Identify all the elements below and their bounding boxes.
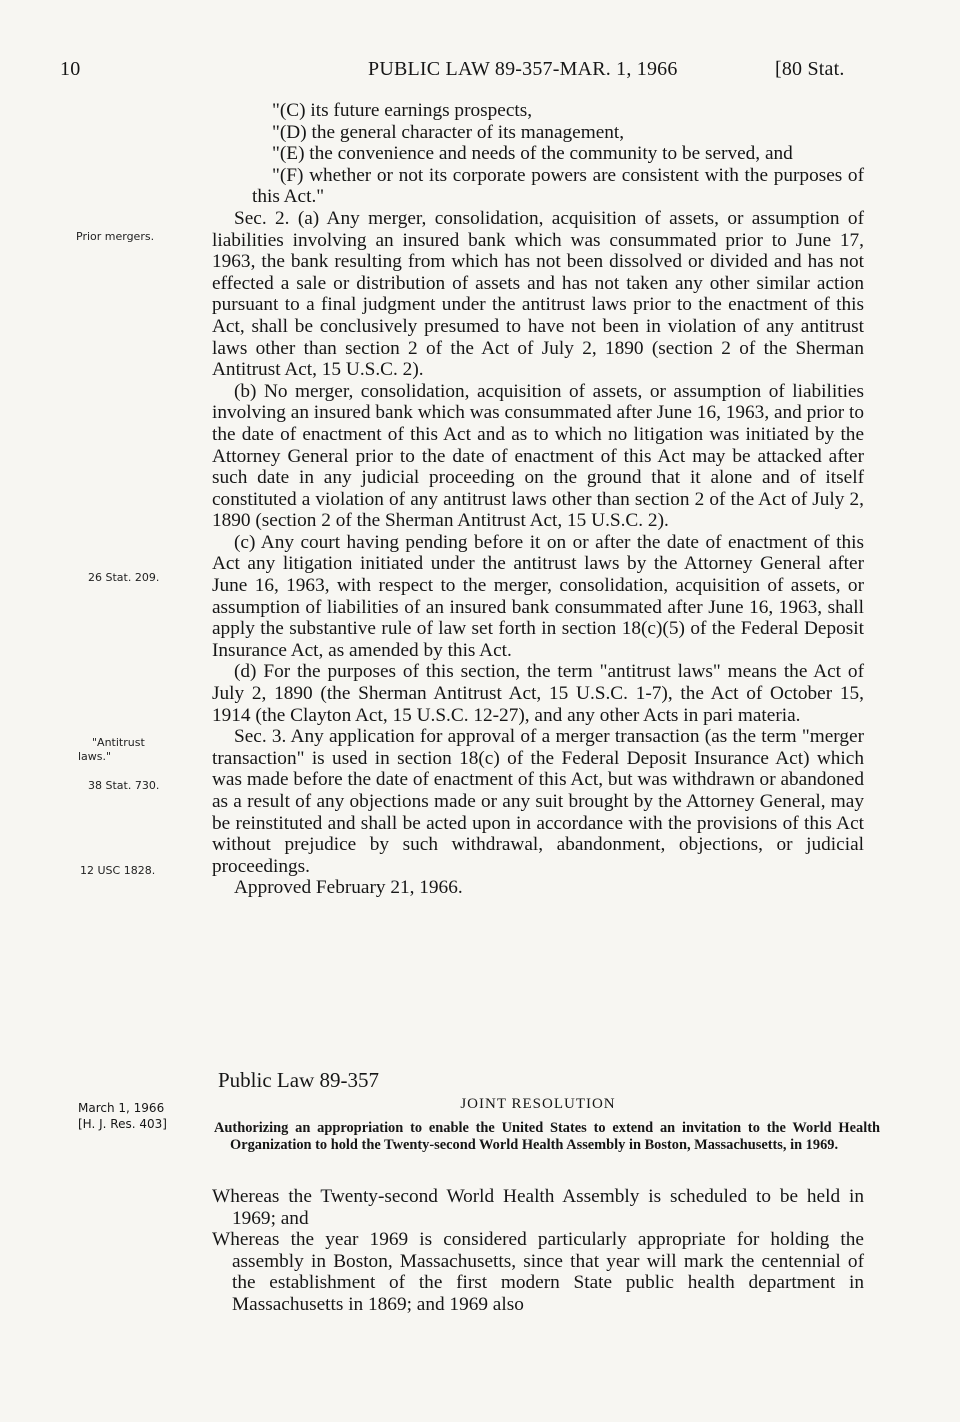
margin-note-38-stat: 38 Stat. 730. (88, 779, 160, 792)
section-2a: Sec. 2. (a) Any merger, consolidation, acquisition of assets, or assumption of liabilities involving an insured bank which was consummated prior to June 17, 1963, the bank resulting from which has not been dissolved or divided and has not effected a sale or distribution of assets and has not taken any other similar action pursuant to a final judgment under the antitrust laws prior to the enactment of this Act, shall be conclusively presumed to have not been in violation of any antitrust laws other than section 2 of the Act of July 2, 1890 (section 2 of the Sherman Antitrust Act, 15 U.S.C. 2). (212, 207, 864, 381)
margin-note-date: March 1, 1966 (78, 1101, 165, 1115)
section-3: Sec. 3. Any application for approval of a merger transaction (as the term "merger transaction" is used in section 18(c) of the Federal Deposit Insurance Act) which was made before the date of enactment of this Act, but was withdrawn or abandoned as a result of any objections made or any suit brought by the Attorney General, may be reinstituted and shall be acted upon in accordance with the provisions of this Act without prejudice by such withdrawal, abandonment, objections, or judicial proceedings. (212, 726, 864, 877)
page-number: 10 (60, 58, 81, 80)
public-law-title: Public Law 89-357 (218, 1068, 379, 1092)
whereas-clauses (212, 1186, 864, 1316)
clause-c: "(C) its future earnings prospects, (272, 100, 533, 121)
running-header-title: PUBLIC LAW 89-357-MAR. 1, 1966 (368, 58, 678, 80)
whereas-2: Whereas the year 1969 is considered particularly appropriate for holding the assembly in Boston, Massachusetts, since that year will mark the centennial of the establishment of the first modern State public health department in Massachusetts in 1869; and 1969 also (212, 1229, 864, 1315)
section-2d: (d) For the purposes of this section, the term "antitrust laws" means the Act of July 2, 1890 (the Sherman Antitrust Act, 15 U.S.C. 1-7), the Act of October 15, 1914 (the Clayton Act, 15 U.S.C. 12-27), and any other Acts in pari materia. (212, 661, 864, 726)
clause-f: "(F) whether or not its corporate powers are consistent with the purposes of this Act." (252, 164, 864, 208)
statute-volume: [80 Stat. (775, 58, 845, 80)
approval-date: Approved February 21, 1966. (234, 877, 463, 899)
clause-d: "(D) the general character of its management, (272, 121, 625, 143)
resolution-summary: Authorizing an appropriation to enable the United States to extend an invitation to the World Health Organization to hold the Twenty-second World Health Assembly in Boston, Massachusetts, in 1969. (214, 1120, 880, 1153)
body-text-block (212, 100, 864, 899)
clause-e: "(E) the convenience and needs of the community to be served, and (272, 143, 793, 165)
margin-note-prior-mergers: Prior mergers. (76, 230, 155, 243)
margin-note-26-stat: 26 Stat. 209. (88, 571, 160, 584)
margin-note-antitrust-2: laws." (78, 750, 112, 763)
section-2c: (c) Any court having pending before it on or after the date of enactment of this Act any litigation initiated under the antitrust laws by the Attorney General after June 16, 1963, with respect to the merger, consolidation, acquisition of assets, or assumption of liabilities of an insured bank consummated after June 16, 1963, shall apply the substantive rule of law set forth in section 18(c)(5) of the Federal Deposit Insurance Act, as amended by this Act. (212, 531, 864, 661)
margin-note-12-usc: 12 USC 1828. (80, 864, 156, 877)
whereas-1: Whereas the Twenty-second World Health Assembly is scheduled to be held in 1969; and (212, 1186, 864, 1229)
joint-resolution-heading: JOINT RESOLUTION (460, 1096, 616, 1112)
margin-note-hjres: [H. J. Res. 403] (78, 1117, 167, 1131)
section-2b: (b) No merger, consolidation, acquisition of assets, or assumption of liabilities involving an insured bank which was consummated after June 16, 1963, and prior to the date of enactment of this Act and as to which no litigation was initiated by the Attorney General prior to the date of enactment of this Act may be attacked after such date in any judicial proceeding on the ground that it alone and of itself constituted a violation of any antitrust laws other than section 2 of the Act of July 2, 1890 (section 2 of the Sherman Antitrust Act, 15 U.S.C. 2). (212, 380, 864, 532)
margin-note-antitrust-1: "Antitrust (92, 736, 145, 749)
